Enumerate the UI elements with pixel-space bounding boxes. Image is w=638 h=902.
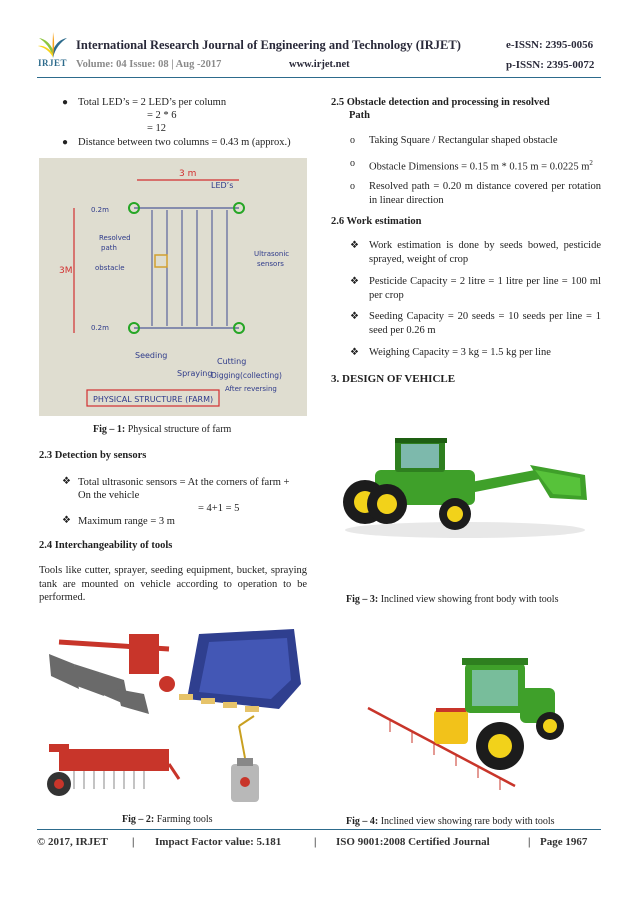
logo-text: IRJET [38,58,68,68]
footer-impact: Impact Factor value: 5.181 [155,836,282,848]
circle-bullet-icon: o [350,181,355,192]
footer-separator: | [528,836,531,848]
obstacle-item-2: Obstacle Dimensions = 0.15 m * 0.15 m = 0.0225 $m^2$ [369,159,593,173]
section-3-heading: 3. DESIGN OF VEHICLE [331,373,456,385]
fig1-label-resolved: Resolved [99,234,131,242]
fig2-farming-tools [39,614,307,810]
fig4-caption: Fig – 4: Inclined view showing rare body with tools [346,816,555,827]
fig4-tractor-rear [330,618,600,804]
section-2-4-paragraph: Tools like cutter, sprayer, seeding equipment, bucket, spraying tank are mounted on vehicle according to operation to be performed. [39,565,307,603]
circle-bullet-icon: o [350,158,355,169]
fig1-label-cutting: Cutting [217,357,247,366]
fig1-label-ultrasonic: Ultrasonic [254,250,290,258]
led-line-2: = 2 * 6 [147,110,177,121]
fig1-label-02m-top: 0.2m [91,206,109,214]
fig2-caption: Fig – 2: Farming tools [122,814,213,825]
journal-title: International Research Journal of Engineering and Technology (IRJET) [76,38,461,52]
fig1-label-sensors: sensors [257,260,284,268]
fig1-label-after: After reversing [225,385,277,393]
fig3-tractor-front [335,430,597,540]
work-item-4: Weighing Capacity = 3 kg = 1.5 kg per line [369,347,551,358]
fig1-dim-top: 3 m [179,169,197,179]
diamond-bullet-icon: ❖ [62,476,71,487]
fig1-label-spraying: Spraying [177,369,213,378]
fig1-label-leds: LED’s [211,181,234,190]
bullet-dot: ● [62,137,69,148]
sprayer-image [231,716,259,802]
diamond-bullet-icon: ❖ [62,515,71,526]
website-link[interactable]: www.irjet.net [289,59,350,70]
fig1-label-seeding: Seeding [135,351,168,360]
footer-separator: | [132,836,135,848]
plough-image [49,634,175,714]
max-range: Maximum range = 3 m [78,516,175,527]
fig1-farm-sketch [39,158,307,416]
diamond-bullet-icon: ❖ [350,240,359,251]
work-item-3: Seeding Capacity = 20 seeds = 10 seeds per line = 1 seed per 0.26 m [369,311,601,336]
p-issn: p-ISSN: 2395-0072 [506,59,595,71]
fig1-label-path: path [101,244,117,252]
fig1-label-digging: Digging(collecting) [211,371,282,380]
fig3-caption: Fig – 3: Inclined view showing front body with tools [346,594,559,605]
bullet-dot: ● [62,97,69,108]
section-2-6-heading: 2.6 Work estimation [331,216,422,227]
footer-copyright: © 2017, IRJET [37,836,108,848]
distance-bullet: Distance between two columns = 0.43 m (approx.) [78,137,291,148]
fig1-caption: Fig – 1: Physical structure of farm [93,424,232,435]
sensors-line-3: = 4+1 = 5 [198,503,240,514]
seeder-image [47,744,179,796]
bucket-image [179,629,301,712]
sensors-line-2: On the vehicle [78,490,140,501]
diamond-bullet-icon: ❖ [350,311,359,322]
circle-bullet-icon: o [350,135,355,146]
section-2-4-heading: 2.4 Interchangeability of tools [39,540,173,551]
diamond-bullet-icon: ❖ [350,276,359,287]
section-2-3-heading: 2.3 Detection by sensors [39,450,147,461]
diamond-bullet-icon: ❖ [350,347,359,358]
e-issn: e-ISSN: 2395-0056 [506,39,594,51]
led-line-1: Total LED’s = 2 LED’s per column [78,97,227,108]
footer-page: Page 1967 [540,836,588,848]
fig1-dim-side: 3M [59,266,73,276]
fig1-label-obstacle: obstacle [95,264,125,272]
footer-separator: | [314,836,317,848]
fig1-label-02m-bottom: 0.2m [91,324,109,332]
footer-iso: ISO 9001:2008 Certified Journal [336,836,490,848]
sensors-line-1: Total ultrasonic sensors = At the corners of farm + [78,477,290,488]
section-2-5-heading-line-1: 2.5 Obstacle detection and processing in resolved [331,97,550,108]
obstacle-item-1: Taking Square / Rectangular shaped obstacle [369,135,558,146]
header-rule [37,77,601,78]
obstacle-item-3: Resolved path = 0.20 m distance covered per rotation in linear direction [369,181,601,206]
fig1-label-structure: PHYSICAL STRUCTURE (FARM) [93,395,214,404]
volume-issue: Volume: 04 Issue: 08 | Aug -2017 [76,59,222,70]
footer-rule [37,829,601,830]
led-line-3: = 12 [147,123,167,134]
work-item-2: Pesticide Capacity = 2 litre = 1 litre per line = 100 ml per crop [369,276,601,301]
work-item-1: Work estimation is done by seeds bowed, pesticide sprayed, weight of crop [369,240,601,265]
section-2-5-heading-line-2: Path [349,110,370,121]
